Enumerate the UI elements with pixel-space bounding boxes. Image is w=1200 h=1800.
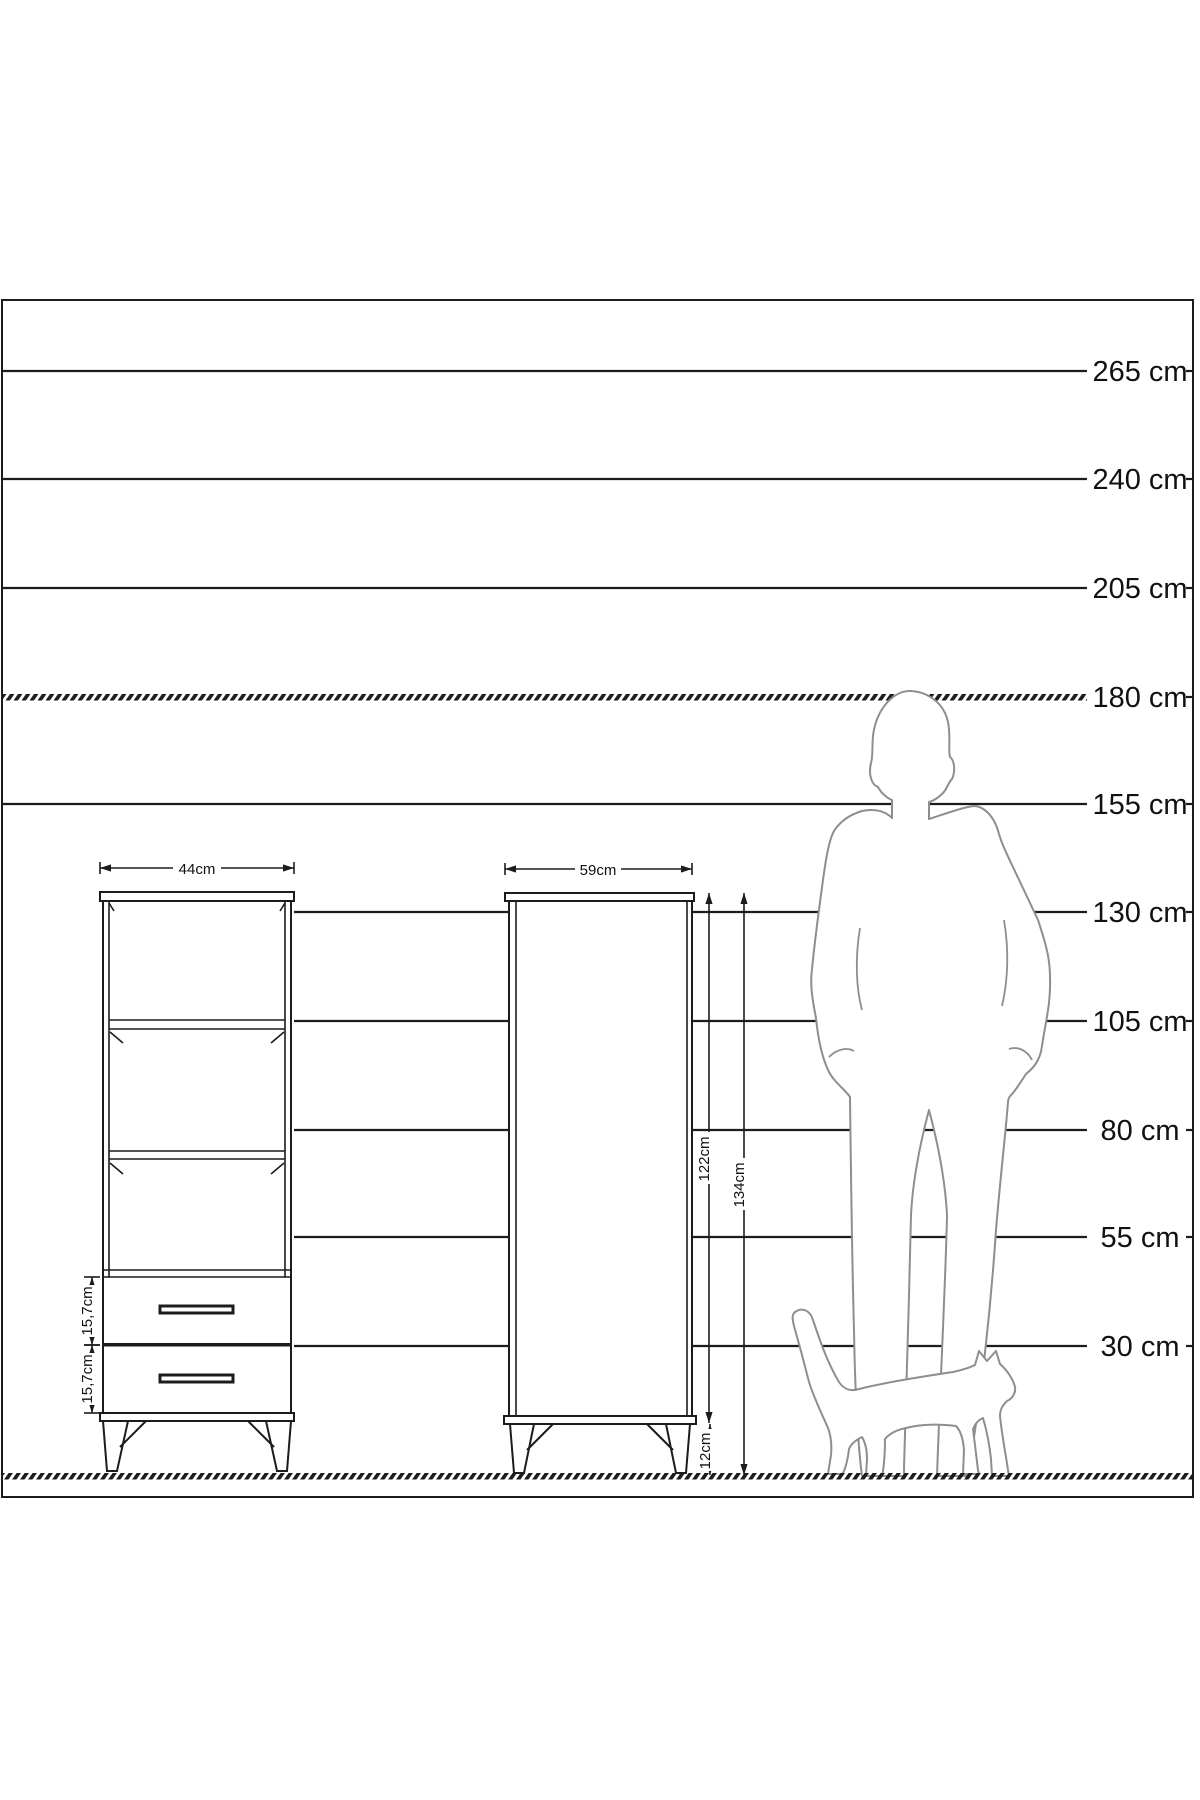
dimension-arrow (505, 865, 516, 872)
scale-line-265cm (2, 356, 1193, 388)
scale-label: 240 cm (1092, 464, 1188, 496)
dimension-label: 134cm (731, 1162, 748, 1208)
scale-label: 205 cm (1092, 573, 1188, 605)
dimension-label: 59cm (579, 862, 617, 879)
ground-line (2, 1473, 1193, 1480)
dimension-arrow (100, 864, 111, 871)
scale-label: 80 cm (1100, 1115, 1180, 1147)
wardrobe-width-dimension (505, 860, 692, 879)
wardrobe-bottom-board (504, 1416, 696, 1424)
wardrobe-body-height-dimension (696, 893, 718, 1423)
wardrobe-total-height-dimension (731, 893, 753, 1475)
wardrobe-leg-height-dimension (697, 1424, 719, 1475)
scale-line-240cm (2, 464, 1193, 496)
dimension-label: 122cm (696, 1136, 713, 1182)
bookcase-leg (266, 1421, 291, 1471)
scale-label: 155 cm (1092, 789, 1188, 821)
dimension-arrow (740, 893, 747, 904)
bookcase-width-dimension (100, 859, 294, 878)
dimension-arrow (283, 864, 294, 871)
scale-label: 105 cm (1092, 1006, 1188, 1038)
man-silhouette (811, 691, 1050, 1476)
scale-line-205cm (2, 573, 1193, 605)
dimension-label: 12cm (697, 1432, 714, 1470)
wardrobe-leg (510, 1424, 534, 1473)
drawer-height-dimensions (79, 1277, 101, 1413)
wardrobe-body (509, 901, 692, 1416)
bookcase-top-board (100, 892, 294, 901)
wardrobe (504, 893, 696, 1473)
bookcase (100, 892, 294, 1471)
dimension-arrow (705, 1412, 712, 1423)
drawer-divider (103, 1343, 291, 1347)
wardrobe-top-board (505, 893, 694, 901)
rope-line (2, 1473, 1193, 1480)
bookcase-body (103, 901, 291, 1413)
scale-label: 180 cm (1092, 682, 1188, 714)
man-outline (811, 691, 1050, 1476)
scale-label: 265 cm (1092, 356, 1188, 388)
scale-label: 130 cm (1092, 897, 1188, 929)
scale-line-155cm (2, 789, 1193, 821)
scale-label: 30 cm (1100, 1331, 1180, 1363)
dimension-label: 15,7cm (79, 1286, 96, 1336)
scale-label: 55 cm (1100, 1222, 1180, 1254)
wardrobe-leg (666, 1424, 690, 1473)
drawer-handle (160, 1375, 233, 1382)
dimension-label: 44cm (178, 861, 216, 878)
dimension-arrow (705, 893, 712, 904)
drawer-handle (160, 1306, 233, 1313)
bookcase-bottom-board (100, 1413, 294, 1421)
dimension-arrow (681, 865, 692, 872)
dimension-label: 15,7cm (79, 1354, 96, 1404)
scale-line-180cm (2, 682, 1193, 714)
bookcase-leg (103, 1421, 128, 1471)
